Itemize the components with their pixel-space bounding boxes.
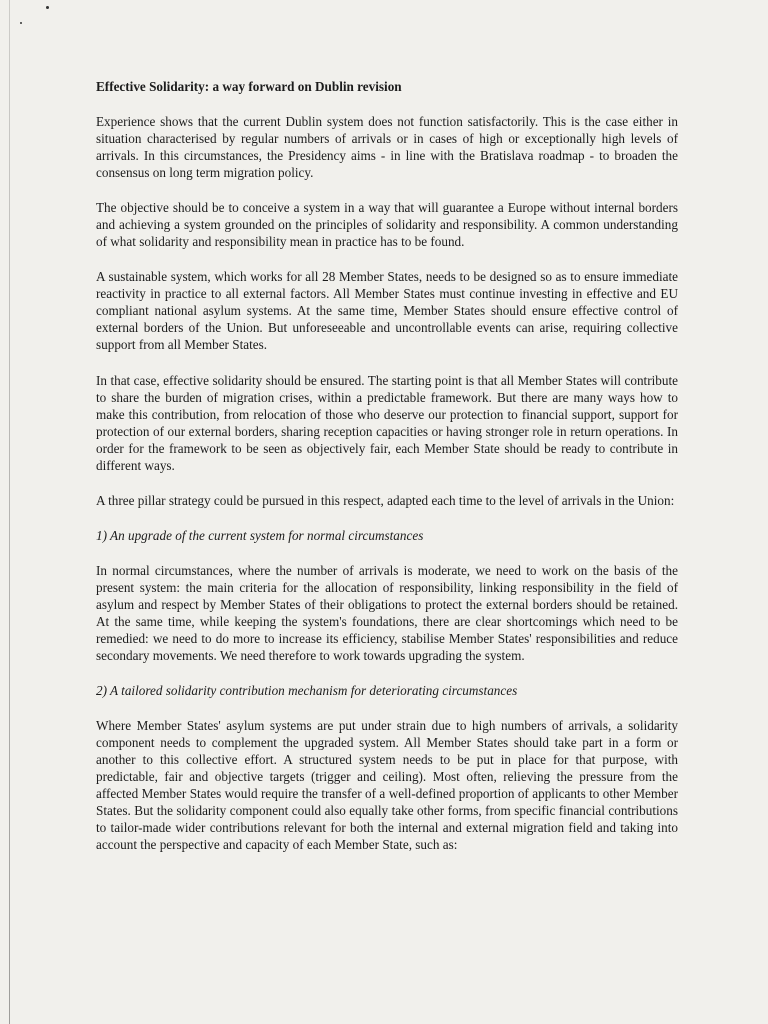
section-heading-solidarity-mechanism: 2) A tailored solidarity contribution mechanism for deteriorating circumstances	[96, 683, 518, 698]
paragraph-deteriorating-circumstances: Where Member States' asylum systems are put under strain due to high numbers of arrivals, a solidarity component needs to complement the upgraded system. All Member States should take part in a form or another to this collective effort. A structured system needs to be put in place for that purpose, with predictable, fair and objective targets (trigger and ceiling). Most often, relieving the pressure from the affected Member States would require the transfer of a well-defined proportion of applicants to other Member States. But the solidarity component could also equally take other forms, from specific financial contributions to tailor-made wider contributions relevant for both the internal and external migration field and taking into account the perspective and capacity of each Member State, such as:	[96, 718, 678, 852]
paragraph-intro: Experience shows that the current Dublin system does not function satisfactorily. This is the case either in situation characterised by regular numbers of arrivals or in cases of high or exceptionally high levels of arrivals. In this circumstances, the Presidency aims - in line with the Bratislava roadmap - to broaden the consensus on long term migration policy.	[96, 114, 678, 180]
paragraph-normal-circumstances: In normal circumstances, where the number of arrivals is moderate, we need to work on the basis of the present system: the main criteria for the allocation of responsibility, linking responsibility in the field of asylum and respect by Member States of their obligations to protect the external borders should be retained. At the same time, while keeping the system's foundations, there are clear shortcomings which need to be remedied: we need to do more to increase its efficiency, stabilise Member States' responsibilities and reduce secondary movements. We need therefore to work towards upgrading the system.	[96, 563, 678, 663]
paragraph-sustainable-system: A sustainable system, which works for all 28 Member States, needs to be designed so as to ensure immediate reactivity in practice to all external factors. All Member States must continue investing in effective and EU compliant national asylum systems. At the same time, Member States should ensure effective control of external borders of the Union. But unforeseeable and uncontrollable events can arise, requiring collective support from all Member States.	[96, 269, 678, 352]
document-body	[96, 78, 678, 853]
section-heading-upgrade: 1) An upgrade of the current system for normal circumstances	[96, 528, 424, 543]
scan-speck	[20, 22, 22, 24]
document-title: Effective Solidarity: a way forward on Dublin revision	[96, 79, 402, 94]
page-edge	[9, 0, 10, 1024]
paragraph-effective-solidarity: In that case, effective solidarity should be ensured. The starting point is that all Member States will contribute to share the burden of migration crises, within a predictable framework. But there are many ways how to make this contribution, from relocation of those who deserve our protection to financial support, support for protection of our external borders, sharing reception capacities or having stronger role in return operations. In order for the framework to be seen as objectively fair, each Member State should be ready to contribute in different ways.	[96, 373, 678, 473]
scan-speck	[46, 6, 49, 9]
paragraph-objective: The objective should be to conceive a system in a way that will guarantee a Europe without internal borders and achieving a system grounded on the principles of solidarity and responsibility. A common understanding of what solidarity and responsibility mean in practice has to be found.	[96, 200, 678, 249]
paragraph-three-pillar: A three pillar strategy could be pursued in this respect, adapted each time to the level of arrivals in the Union:	[96, 493, 675, 508]
